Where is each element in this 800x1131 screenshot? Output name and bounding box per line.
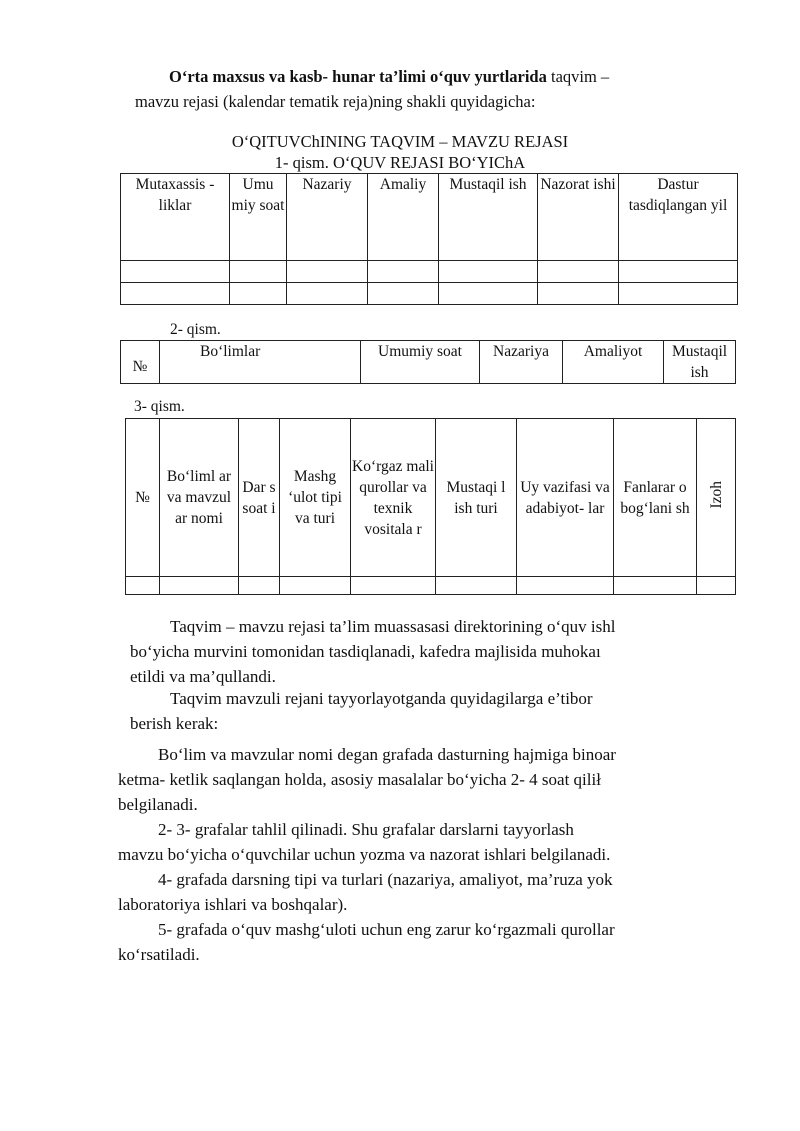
- text-line: ko‘rsatiladi.: [118, 945, 200, 964]
- plan-table-part1: [120, 173, 738, 305]
- header-cell: Ko‘rgaz mali qurollar va texnik vositala r: [351, 419, 436, 577]
- text-line: Taqvim mavzuli rejani tayyorlayotganda quyidagilarga e’tibor: [170, 689, 593, 708]
- document-subtitle: 1- qism. O‘QUV REJASI BO‘YIChA: [274, 153, 526, 172]
- header-cell: Fanlarar o bog‘lani sh: [614, 419, 697, 577]
- text-line: laboratoriya ishlari va boshqalar).: [118, 895, 348, 914]
- plan-table-part2: [120, 340, 736, 384]
- table-row: [121, 283, 738, 305]
- table-row: [126, 577, 736, 595]
- text-line: belgilanadi.: [118, 795, 198, 814]
- header-cell: Dastur tasdiqlangan yil: [619, 174, 738, 261]
- text-line: 4- grafada darsning tipi va turlari (nazariya, amaliyot, ma’ruza yok: [158, 870, 613, 889]
- intro-paragraph: [135, 64, 755, 114]
- intro-rest: taqvim –: [546, 67, 610, 86]
- paragraph-approval: [130, 614, 730, 689]
- text-line: etildi va ma’qullandi.: [130, 667, 276, 686]
- header-cell-izoh: [697, 419, 736, 577]
- text-line: Bo‘lim va mavzular nomi degan grafada dasturning hajmiga binoar: [158, 745, 616, 764]
- paragraph-attention: [130, 686, 730, 736]
- header-cell: Umu miy soat: [230, 174, 287, 261]
- header-cell: Mustaqil ish: [439, 174, 538, 261]
- header-cell: Mustaqi l ish turi: [436, 419, 517, 577]
- header-cell: Nazariya: [480, 341, 563, 384]
- text-line: berish kerak:: [130, 714, 219, 733]
- text-line: 2- 3- grafalar tahlil qilinadi. Shu grafalar darslarni tayyorlash: [158, 820, 574, 839]
- intro-line2: mavzu rejasi (kalendar tematik reja)ning shakli quyidagicha:: [135, 92, 536, 111]
- text-line: Taqvim – mavzu rejasi ta’lim muassasasi direktorining o‘quv ishl: [170, 617, 616, 636]
- header-cell: Izoh: [707, 480, 725, 509]
- text-line: mavzu bo‘yicha o‘quvchilar uchun yozma va nazorat ishlari belgilanadi.: [118, 845, 611, 864]
- header-cell: Bo‘limlar: [160, 341, 361, 384]
- header-cell: Umumiy soat: [361, 341, 480, 384]
- header-cell: Mutaxassis - liklar: [121, 174, 230, 261]
- paragraph-sections: [118, 742, 736, 967]
- header-cell: Amaliyot: [563, 341, 664, 384]
- header-cell: Nazariy: [287, 174, 368, 261]
- header-cell: №: [126, 419, 160, 577]
- part2-label: 2- qism.: [170, 321, 221, 338]
- plan-table-part3: [125, 418, 736, 595]
- header-cell: Bo‘liml ar va mavzul ar nomi: [160, 419, 239, 577]
- header-cell: Nazorat ishi: [538, 174, 619, 261]
- header-cell: Uy vazifasi va adabiyot- lar: [517, 419, 614, 577]
- header-cell: №: [121, 341, 160, 384]
- table-row: [121, 261, 738, 283]
- header-cell: Amaliy: [368, 174, 439, 261]
- header-cell: Mashg ‘ulot tipi va turi: [280, 419, 351, 577]
- document-title: O‘QITUVChINING TAQVIM – MAVZU REJASI: [231, 132, 569, 151]
- text-line: ketma- ketlik saqlangan holda, asosiy masalalar bo‘yicha 2- 4 soat qilił: [118, 770, 601, 789]
- header-cell: Mustaqil ish: [664, 341, 736, 384]
- header-cell: Dar s soat i: [239, 419, 280, 577]
- part3-label: 3- qism.: [134, 398, 185, 415]
- intro-bold: O‘rta maxsus va kasb- hunar ta’limi o‘quv yurtlarida: [169, 67, 547, 86]
- text-line: 5- grafada o‘quv mashg‘uloti uchun eng zarur ko‘rgazmali qurollar: [158, 920, 615, 939]
- text-line: bo‘yicha murvini tomonidan tasdiqlanadi, kafedra majlisida muhokaı: [130, 642, 601, 661]
